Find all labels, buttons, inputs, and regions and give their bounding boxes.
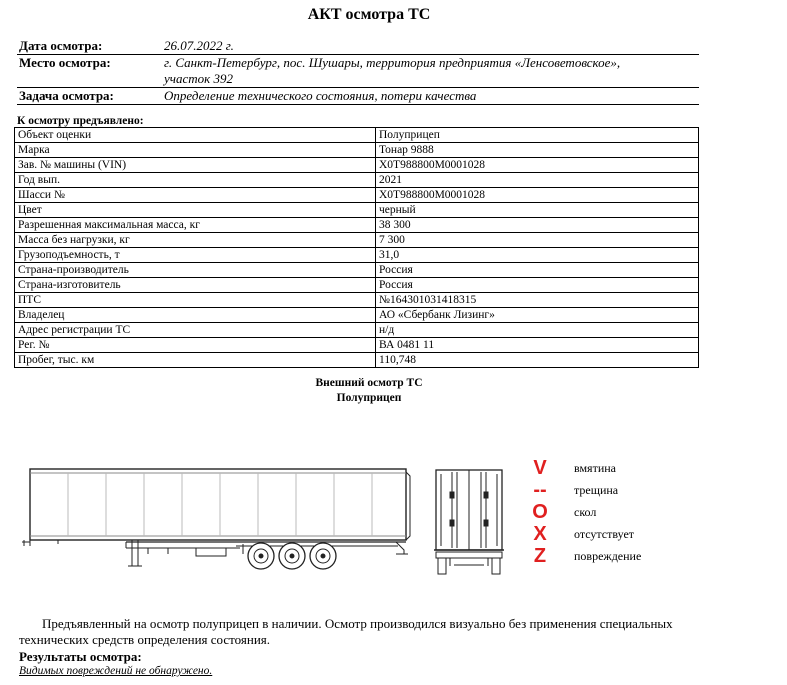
property-label: Рег. № xyxy=(15,338,376,353)
crack-mark: -- xyxy=(533,479,547,501)
legend-text: отсутствует xyxy=(574,527,635,541)
table-row xyxy=(15,323,699,338)
external-inspection-title: Внешний осмотр ТС xyxy=(315,377,423,389)
property-label: Зав. № машины (VIN) xyxy=(15,158,376,173)
damage-mark: Z xyxy=(533,545,547,567)
inspection-date-label: Дата осмотра: xyxy=(17,38,162,55)
missing-mark: X xyxy=(533,523,547,545)
table-row xyxy=(15,293,699,308)
table-row xyxy=(15,233,699,248)
property-value: н/д xyxy=(376,323,699,338)
table-row xyxy=(15,278,699,293)
document-title: АКТ осмотра ТС xyxy=(307,6,431,23)
table-row xyxy=(15,143,699,158)
property-value: Россия xyxy=(376,263,699,278)
property-label: Марка xyxy=(15,143,376,158)
table-row xyxy=(15,173,699,188)
table-row xyxy=(15,308,699,323)
table-row xyxy=(15,203,699,218)
trailer-rear-view xyxy=(430,466,508,576)
property-label: Объект оценки xyxy=(15,128,376,143)
legend-text: скол xyxy=(574,505,597,519)
legend-text: вмятина xyxy=(574,461,616,475)
table-row xyxy=(15,188,699,203)
property-value: черный xyxy=(376,203,699,218)
property-label: Цвет xyxy=(15,203,376,218)
inspection-place-label: Место осмотра: xyxy=(19,55,111,70)
inspection-place-value-line2: участок 392 xyxy=(162,71,699,88)
property-value: ВА 0481 11 xyxy=(376,338,699,353)
chip-mark: O xyxy=(532,501,548,523)
properties-table xyxy=(14,127,699,368)
results-title: Результаты осмотра: xyxy=(19,649,142,664)
inspection-info xyxy=(17,38,699,105)
property-label: Владелец xyxy=(15,308,376,323)
property-label: ПТС xyxy=(15,293,376,308)
property-value: 7 300 xyxy=(376,233,699,248)
property-value: АО «Сбербанк Лизинг» xyxy=(376,308,699,323)
property-value: 2021 xyxy=(376,173,699,188)
table-row xyxy=(15,158,699,173)
inspection-task-value: Определение технического состояния, потери качества xyxy=(162,88,699,105)
table-row xyxy=(15,338,699,353)
property-label: Разрешенная максимальная масса, кг xyxy=(15,218,376,233)
property-label: Адрес регистрации ТС xyxy=(15,323,376,338)
property-label: Шасси № xyxy=(15,188,376,203)
trailer-side-view xyxy=(18,462,416,580)
inspection-date-value: 26.07.2022 г. xyxy=(162,38,699,55)
table-row xyxy=(15,353,699,368)
dent-mark: V xyxy=(533,457,547,479)
property-label: Страна-производитель xyxy=(15,263,376,278)
inspection-paragraph: Предъявленный на осмотр полуприцеп в наличии. Осмотр производился визуально без применения специальных технических средств определения состояния. xyxy=(19,616,673,647)
table-row xyxy=(15,263,699,278)
results-text: Видимых повреждений не обнаружено. xyxy=(19,665,213,677)
property-value: X0T988800M0001028 xyxy=(376,158,699,173)
property-value: 110,748 xyxy=(376,353,699,368)
property-value: 31,0 xyxy=(376,248,699,263)
table-row xyxy=(15,248,699,263)
property-label: Грузоподъемность, т xyxy=(15,248,376,263)
legend-text: трещина xyxy=(574,483,619,497)
presented-title: К осмотру предъявлено: xyxy=(17,115,144,127)
inspection-place-value-line1: г. Санкт-Петербург, пос. Шушары, территория предприятия «Ленсоветовское», xyxy=(164,55,621,70)
property-value: Полуприцеп xyxy=(376,128,699,143)
inspection-task-label: Задача осмотра: xyxy=(17,88,162,105)
table-row xyxy=(15,128,699,143)
property-value: Тонар 9888 xyxy=(376,143,699,158)
property-label: Масса без нагрузки, кг xyxy=(15,233,376,248)
property-label: Пробег, тыс. км xyxy=(15,353,376,368)
property-value: №164301031418315 xyxy=(376,293,699,308)
external-inspection-subtitle: Полуприцеп xyxy=(336,392,402,404)
legend-text: повреждение xyxy=(574,549,642,563)
property-value: Россия xyxy=(376,278,699,293)
property-value: 38 300 xyxy=(376,218,699,233)
table-row xyxy=(15,218,699,233)
property-label: Год вып. xyxy=(15,173,376,188)
property-label: Страна-изготовитель xyxy=(15,278,376,293)
property-value: X0T988800M0001028 xyxy=(376,188,699,203)
